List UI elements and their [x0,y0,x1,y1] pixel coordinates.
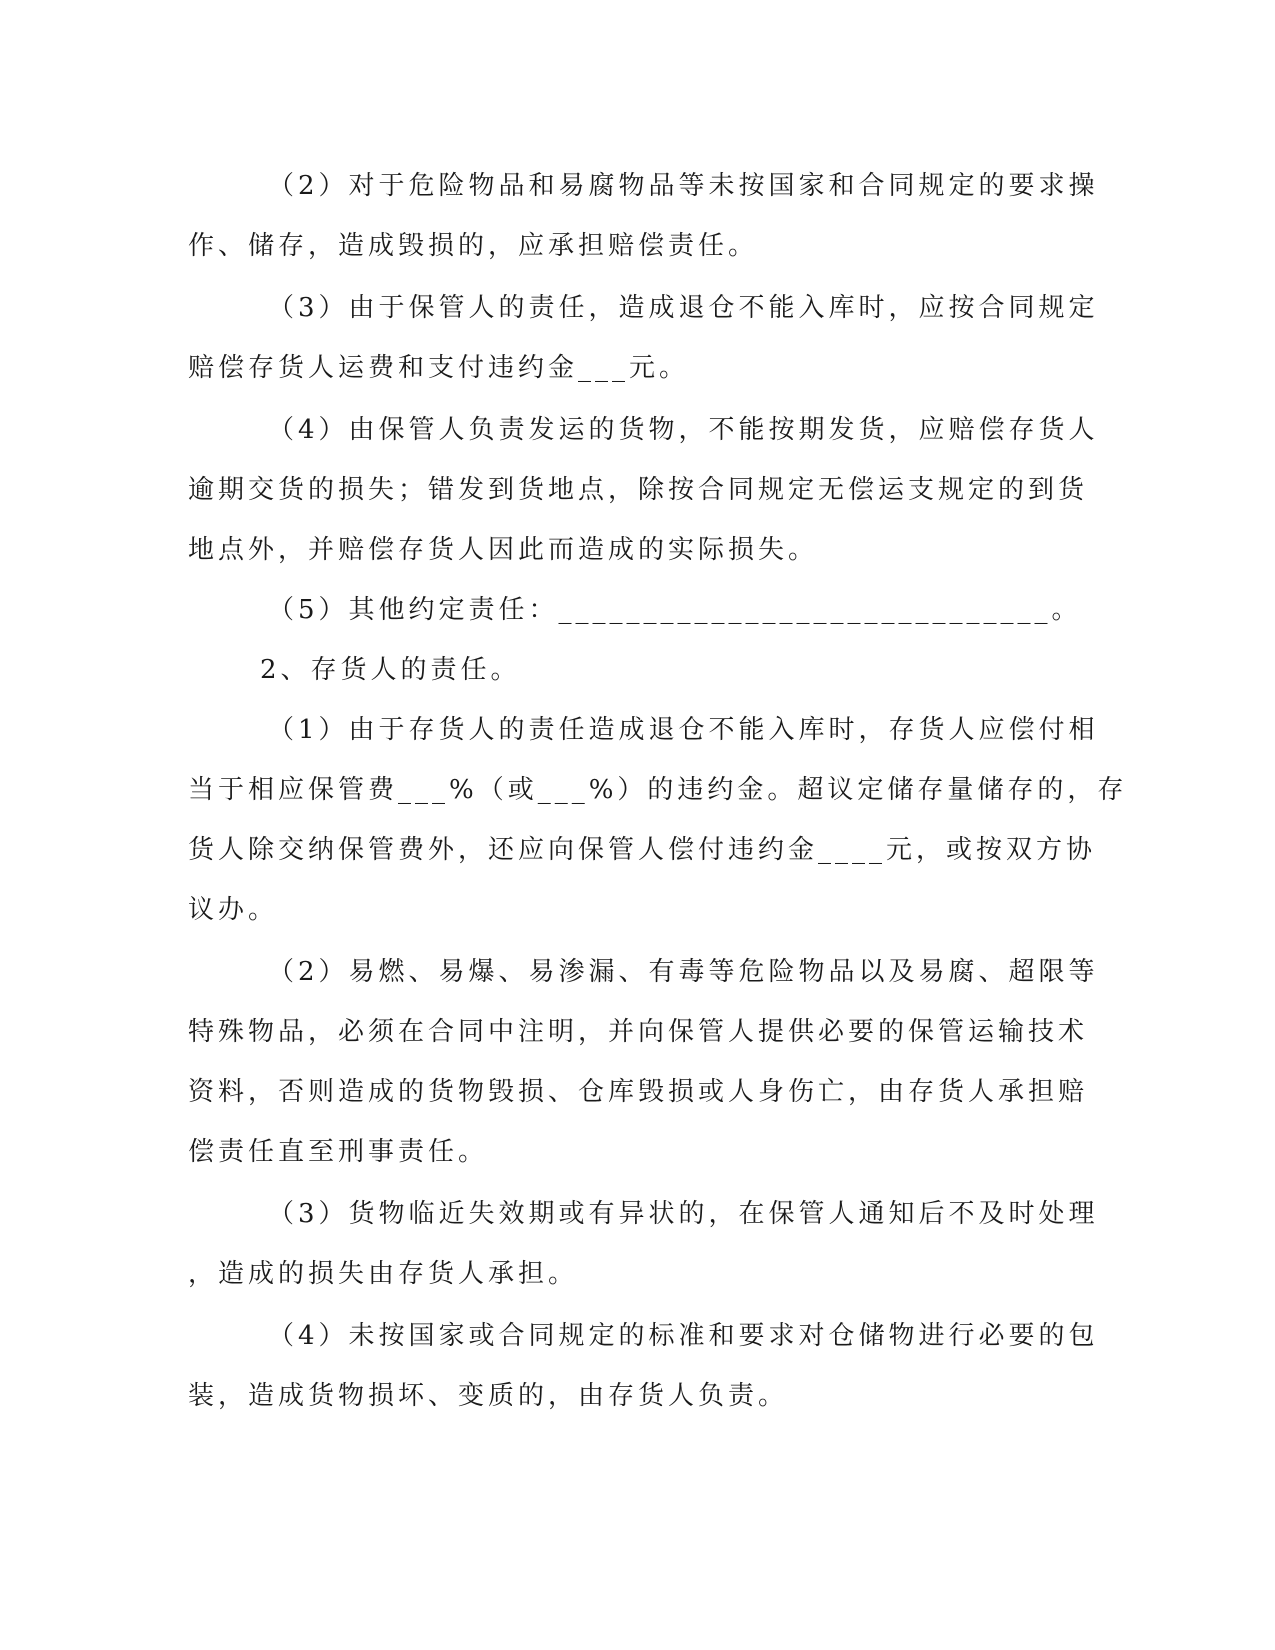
paragraph [188,952,1099,1172]
document-body [188,166,1128,1416]
paragraph-line: 议办。 [188,895,279,925]
paragraph-line: 作、储存，造成毁损的，应承担赔偿责任。 [188,231,759,261]
paragraph-line: ，造成的损失由存货人承担。 [188,1259,579,1289]
paragraph [188,1316,1099,1416]
paragraph [188,1194,1099,1294]
paragraph [188,590,1082,630]
paragraph-line: （5）其他约定责任：_____________________________。 [268,595,1082,625]
paragraph-line: 逾期交货的损失；错发到货地点，除按合同规定无偿运支规定的到货 [188,475,1089,505]
paragraph-line: （2）易燃、易爆、易渗漏、有毒等危险物品以及易腐、超限等 [268,957,1099,987]
paragraph-line: （3）货物临近失效期或有异状的，在保管人通知后不及时处理 [268,1199,1099,1229]
paragraph-line: （3）由于保管人的责任，造成退仓不能入库时，应按合同规定 [268,293,1099,323]
paragraph-line: （1）由于存货人的责任造成退仓不能入库时，存货人应偿付相 [268,715,1099,745]
paragraph-line: 2、存货人的责任。 [260,655,521,685]
paragraph-line: 特殊物品，必须在合同中注明，并向保管人提供必要的保管运输技术 [188,1017,1089,1047]
paragraph-line: 货人除交纳保管费外，还应向保管人偿付违约金____元，或按双方协 [188,835,1097,865]
paragraph [188,710,1128,930]
paragraph-line: 当于相应保管费___%（或___%）的违约金。超议定储存量储存的，存 [188,775,1128,805]
paragraph [188,288,1099,388]
paragraph-line: （4）由保管人负责发运的货物，不能按期发货，应赔偿存货人 [268,415,1099,445]
paragraph-line: 赔偿存货人运费和支付违约金___元。 [188,353,690,383]
paragraph-line: 装，造成货物损坏、变质的，由存货人负责。 [188,1381,789,1411]
section-heading [188,650,1068,690]
paragraph-line: （2）对于危险物品和易腐物品等未按国家和合同规定的要求操 [268,171,1099,201]
paragraph [188,410,1099,570]
paragraph-line: 资料，否则造成的货物毁损、仓库毁损或人身伤亡，由存货人承担赔 [188,1077,1089,1107]
paragraph-line: （4）未按国家或合同规定的标准和要求对仓储物进行必要的包 [268,1321,1099,1351]
paragraph-line: 地点外，并赔偿存货人因此而造成的实际损失。 [188,535,819,565]
paragraph [188,166,1099,266]
paragraph-line: 偿责任直至刑事责任。 [188,1137,489,1167]
